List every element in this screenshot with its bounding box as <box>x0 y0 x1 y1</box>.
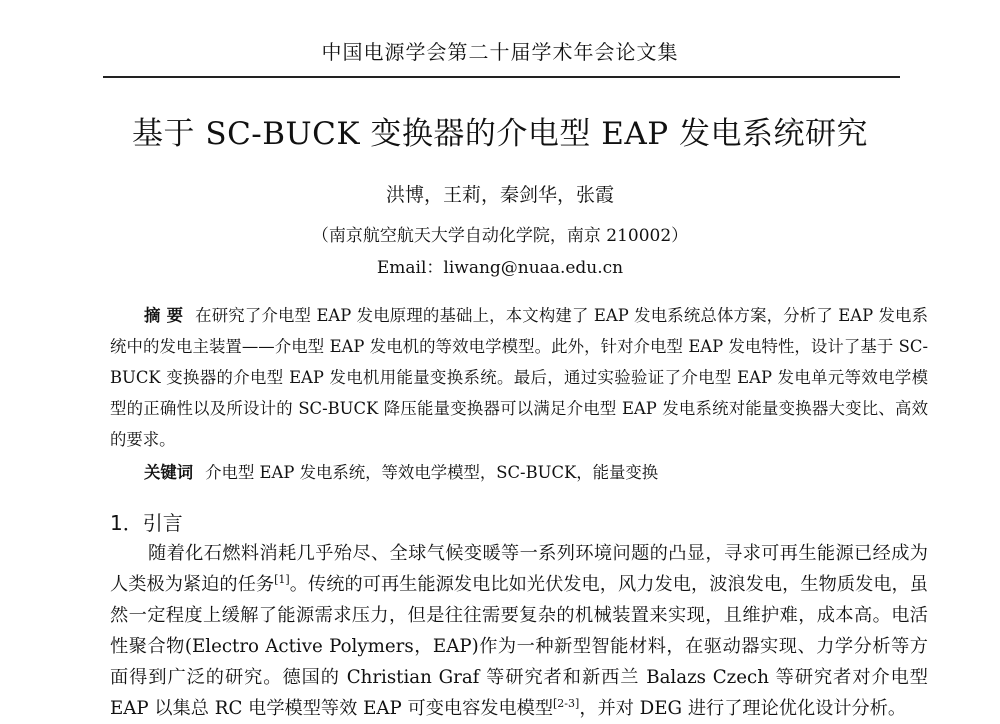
intro-text-2: 。传统的可再生能源发电比如光伏发电，风力发电，波浪发电，生物质发电，虽然一定程度上缓解了能源需求压力，但是往往需要复杂的机械装置来实现，且维护难，成本高。电活性聚合物(Electro Active Polymers，EAP)作为一种新型智能材料，在驱动器实现、力学分析等方面得到广泛的研究。德国的 Christian Graf 等研究者和新西兰 Balazs Czech 等研究者对介电型 EAP 以集总 RC 电学模型等效 EAP 可变电容发电模型 <box>110 574 928 719</box>
citation-2: [2-3] <box>553 697 580 710</box>
intro-text-1: 随着化石燃料消耗几乎殆尽、全球气候变暖等一系列环境问题的凸显，寻求可再生能源已经成为人类极为紧迫的任务 <box>110 543 928 595</box>
author-list: 洪博，王莉，秦剑华，张霞 <box>385 184 614 206</box>
affiliation: （南京航空航天大学自动化学院，南京 210002） <box>311 226 689 246</box>
intro-text-3: ，并对 DEG 进行了理论优化设计分析。 <box>579 698 907 719</box>
abstract-label: 摘要 <box>144 306 190 325</box>
header-rule <box>103 76 900 78</box>
section-heading: 1．引言 <box>110 511 183 535</box>
citation-1: [1] <box>274 573 290 586</box>
intro-paragraph <box>110 538 928 724</box>
abstract <box>110 300 928 455</box>
running-head: 中国电源学会第二十届学术年会论文集 <box>321 40 679 64</box>
keywords-text: 介电型 EAP 发电系统，等效电学模型，SC-BUCK，能量变换 <box>205 463 659 482</box>
paper-title: 基于 SC-BUCK 变换器的介电型 EAP 发电系统研究 <box>131 116 868 152</box>
abstract-text: 在研究了介电型 EAP 发电原理的基础上，本文构建了 EAP 发电系统总体方案，分析了 EAP 发电系统中的发电主装置——介电型 EAP 发电机的等效电学模型。此外，针对介电型 EAP 发电特性，设计了基于 SC-BUCK 变换器的介电型 EAP 发电机用能量变换系统。最后，通过实验验证了介电型 EAP 发电单元等效电学模型的正确性以及所设计的 SC-BUCK 降压能量变换器可以满足介电型 EAP 发电系统对能量变换器大变比、高效的要求。 <box>110 306 929 449</box>
contact-email: Email：liwang@nuaa.edu.cn <box>376 258 624 278</box>
keywords <box>144 459 928 483</box>
keywords-label: 关键词 <box>144 463 194 482</box>
